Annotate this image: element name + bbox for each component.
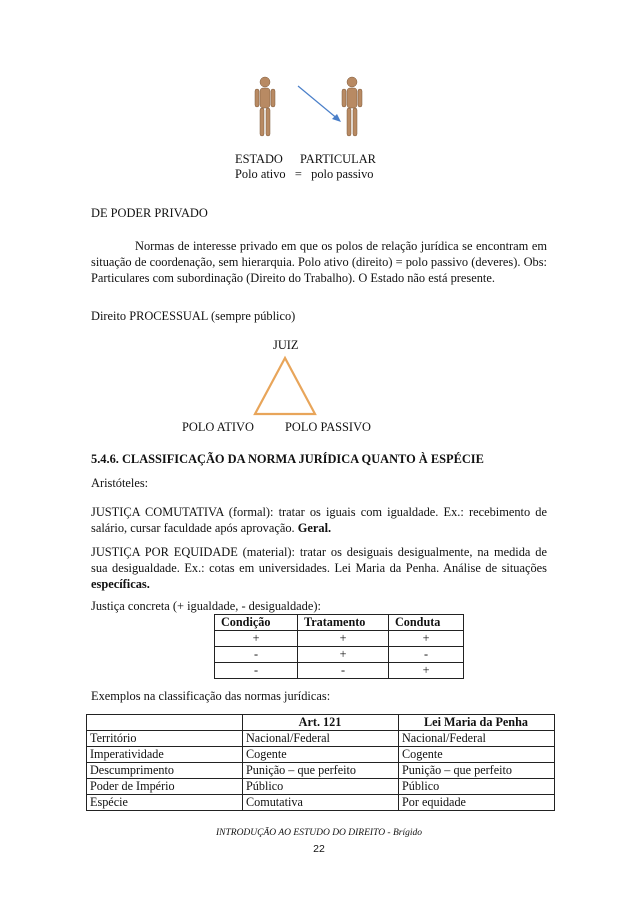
table-row (87, 795, 555, 811)
figures-diagram (240, 74, 370, 144)
wooden-figure-right-icon (342, 77, 362, 136)
table-row (87, 779, 555, 795)
arrow-icon (298, 86, 341, 122)
table-cell: + (215, 631, 298, 647)
table-row (87, 731, 555, 747)
equidade-paragraph: JUSTIÇA POR EQUIDADE (material): tratar os desiguais desigualmente, na medida de sua desigualdade. Ex.: cotas em universidades. Lei Maria da Penha. Análise de situações específicas. (91, 545, 547, 591)
table-cell: + (389, 663, 464, 679)
polo-passivo-label: POLO PASSIVO (285, 420, 371, 434)
condicao-table (214, 614, 464, 679)
table-cell: Punição – que perfeito (243, 763, 399, 779)
aristoteles-label: Aristóteles: (91, 476, 149, 490)
table-cell: Público (399, 779, 555, 795)
private-heading: DE PODER PRIVADO (91, 206, 208, 220)
table-cell: Nacional/Federal (399, 731, 555, 747)
table-cell: + (298, 631, 389, 647)
table-row (215, 647, 464, 663)
exemplos-table (86, 714, 555, 811)
header-lei-maria-da-penha: Lei Maria da Penha (399, 715, 555, 731)
table-cell: Imperatividade (87, 747, 243, 763)
table-header-row (215, 615, 464, 631)
polo-ativo-label: POLO ATIVO (182, 420, 254, 434)
triangle-icon (252, 355, 318, 417)
table-cell: Comutativa (243, 795, 399, 811)
exemplos-label: Exemplos na classificação das normas jurídicas: (91, 689, 331, 703)
table-cell: + (389, 631, 464, 647)
table-cell: - (215, 647, 298, 663)
comutativa-bold: Geral. (297, 521, 332, 535)
table-row (215, 631, 464, 647)
table-cell: Por equidade (399, 795, 555, 811)
table-cell: - (389, 647, 464, 663)
table-cell: - (215, 663, 298, 679)
polo-relation: Polo ativo = polo passivo (235, 167, 374, 181)
processual-heading: Direito PROCESSUAL (sempre público) (91, 309, 296, 323)
table-cell: Descumprimento (87, 763, 243, 779)
table-cell: Cogente (399, 747, 555, 763)
table-cell: Punição – que perfeito (399, 763, 555, 779)
table-header-row (87, 715, 555, 731)
table-row (215, 663, 464, 679)
table-cell: Cogente (243, 747, 399, 763)
diagram1-labels (235, 151, 376, 167)
justica-concreta-label: Justiça concreta (+ igualdade, - desigualdade): (91, 599, 321, 613)
header-art121: Art. 121 (243, 715, 399, 731)
header-conduta: Conduta (389, 615, 464, 631)
particular-label: PARTICULAR (300, 152, 376, 166)
equidade-bold: específicas. (91, 577, 150, 591)
section-546-heading: 5.4.6. CLASSIFICAÇÃO DA NORMA JURÍDICA QUANTO À ESPÉCIE (91, 452, 484, 466)
table-cell: Público (243, 779, 399, 795)
estado-label: ESTADO (235, 152, 283, 166)
table-cell: Nacional/Federal (243, 731, 399, 747)
comutativa-paragraph: JUSTIÇA COMUTATIVA (formal): tratar os iguais com igualdade. Ex.: recebimento de salário, cursar faculdade após aprovação. Geral. (91, 505, 547, 535)
private-paragraph: Normas de interesse privado em que os polos de relação jurídica se encontram em situação de coordenação, sem hierarquia. Polo ativo (direito) = polo passivo (deveres). Obs: Particulares com subordinação (Direito do Trabalho). O Estado não está presente. (91, 239, 547, 285)
table-cell: + (298, 647, 389, 663)
table-row (87, 763, 555, 779)
header-empty (87, 715, 243, 731)
table-cell: Território (87, 731, 243, 747)
header-tratamento: Tratamento (298, 615, 389, 631)
wooden-figure-left-icon (255, 77, 275, 136)
table-cell: Poder de Império (87, 779, 243, 795)
table-cell: Espécie (87, 795, 243, 811)
juiz-label: JUIZ (273, 338, 299, 352)
page-footer: INTRODUÇÃO AO ESTUDO DO DIREITO - Brígido (215, 828, 422, 838)
table-cell: - (298, 663, 389, 679)
table-row (87, 747, 555, 763)
header-condicao: Condição (215, 615, 298, 631)
page-number: 22 (313, 843, 325, 855)
